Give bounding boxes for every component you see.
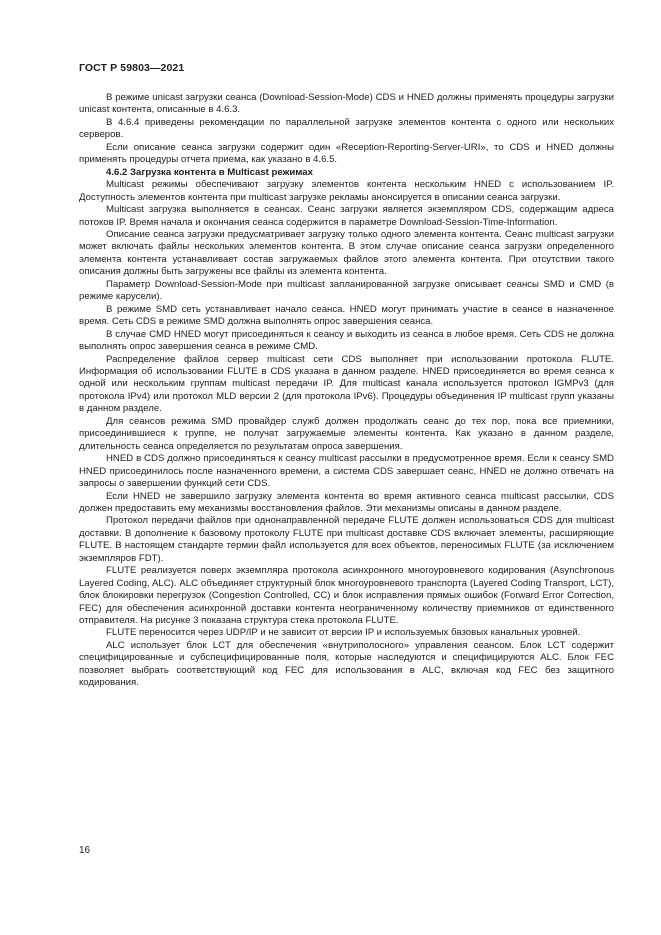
- paragraph: Протокол передачи файлов при однонаправленной передаче FLUTE должен использоваться CDS для multicast доставки. В дополнение к базовому протоколу FLUTE при multicast доставке CDS включает элементы, расширяющие FLUTE. В настоящем стандарте термин файл используется для всех объектов, переносимых FLUTE (за исключением экземпляров FDT).: [79, 515, 614, 564]
- document-body: [79, 92, 614, 690]
- paragraph: FLUTE реализуется поверх экземпляра протокола асинхронного многоуровневого кодирования (Asynchronous Layered Coding, ALC). ALC объединяет структурный блок многоуровневого транспорта (Layered Coding Transport, LCT), блок блокировки перегрузок (Congestion Controlled, CC) и блок исправления прямых ошибок (Forward Error Correction, FEC) для обеспечения асинхронной доставки контента неограниченному количеству приемников от единственного отправителя. На рисунке 3 показана структура стека протокола FLUTE.: [79, 565, 614, 627]
- page-number: 16: [79, 845, 91, 856]
- paragraph: Если описание сеанса загрузки содержит один «Reception-Reporting-Server-URI», то CDS и HNED должны применять процедуры отчета приема, как указано в 4.6.5.: [79, 141, 614, 166]
- paragraph: В режиме unicast загрузки сеанса (Download-Session-Mode) CDS и HNED должны применять процедуры загрузки unicast контента, описанные в 4.6.3.: [79, 92, 614, 116]
- paragraph: Multicast загрузка выполняется в сеансах. Сеанс загрузки является экземпляром CDS, содержащим адреса потоков IP. Время начала и окончания сеанса содержится в параметре Download-Session-Time-Information.: [79, 204, 614, 228]
- paragraph: В случае CMD HNED могут присоединяться к сеансу и выходить из сеанса в любое время. Сеть CDS не должна выполнять опрос завершения сеанса в режиме CMD.: [79, 328, 614, 353]
- paragraph: Multicast режимы обеспечивают загрузку элементов контента нескольким HNED с использованием IP. Доступность элементов контента при multicast загрузке рекламы анонсируется в описании сеанса загрузки.: [79, 179, 614, 203]
- paragraph: В 4.6.4 приведены рекомендации по параллельной загрузке элементов контента с одного или нескольких серверов.: [79, 116, 614, 141]
- section-heading: 4.6.2 Загрузка контента в Multicast режимах: [106, 166, 313, 178]
- page-header-standard: ГОСТ Р 59803—2021: [79, 62, 185, 74]
- paragraph: FLUTE переносится через UDP/IP и не зависит от версии IP и используемых базовых канальных уровней.: [106, 627, 581, 639]
- paragraph: ALC использует блок LCT для обеспечения «внутриполосного» управления сеансом. Блок LCT содержит специфицированные и субспецифицированные поля, которые наследуются и специфицируются ALC. Блок FEC позволяет выбрать соответствующий код FEC для использования в ALC, включая код FEC без защитного кодирования.: [79, 639, 614, 689]
- paragraph: Распределение файлов сервер multicast сети CDS выполняет при использовании протокола FLUTE. Информация об использовании FLUTE в CDS указана в данном разделе. HNED присоединяется во время сеанса к одной или нескольким группам multicast передачи IP. Для multicast канала используется протокол IGMPv3 (для протокола IPv4) или протокол MLD версии 2 (для протокола IPv6). Процедуры объединения IP multicast групп указаны в данном разделе.: [79, 353, 614, 415]
- paragraph: Для сеансов режима SMD провайдер служб должен продолжать сеанс до тех пор, пока все приемники, присоединившиеся к группе, не получат загружаемые элементы контента. Как указано в данном разделе, длительность сеанса определяется по результатам опроса завершения.: [79, 415, 614, 452]
- paragraph: HNED в CDS должно присоединяться к сеансу multicast рассылки в предусмотренное время. Если к сеансу SMD HNED присоединилось после назначенного времени, а система CDS завершает сеанс, HNED не должно отвечать на запросы о завершении функций сети CDS.: [79, 453, 614, 490]
- paragraph: В режиме SMD сеть устанавливает начало сеанса. HNED могут принимать участие в сеансе в назначенное время. Сеть CDS в режиме SMD должна выполнять опрос завершения сеанса.: [79, 303, 614, 328]
- paragraph: Описание сеанса загрузки предусматривает загрузку только одного элемента контента. Сеанс multicast загрузки может включать файлы нескольких элементов контента. В этом случае описание сеанса загрузки определенного элемента контента устанавливает состав загружаемых файлов этого элемента контента. При отсутствии такого описания должны быть загружены все файлы из элемента контента.: [79, 228, 614, 278]
- paragraph: Если HNED не завершило загрузку элемента контента во время активного сеанса multicast рассылки, CDS должен предоставить ему механизмы восстановления файлов. Эти механизмы описаны в данном разделе.: [79, 490, 614, 514]
- paragraph: Параметр Download-Session-Mode при multicast запланированной загрузке описывает сеансы SMD и CMD (в режиме карусели).: [79, 278, 614, 303]
